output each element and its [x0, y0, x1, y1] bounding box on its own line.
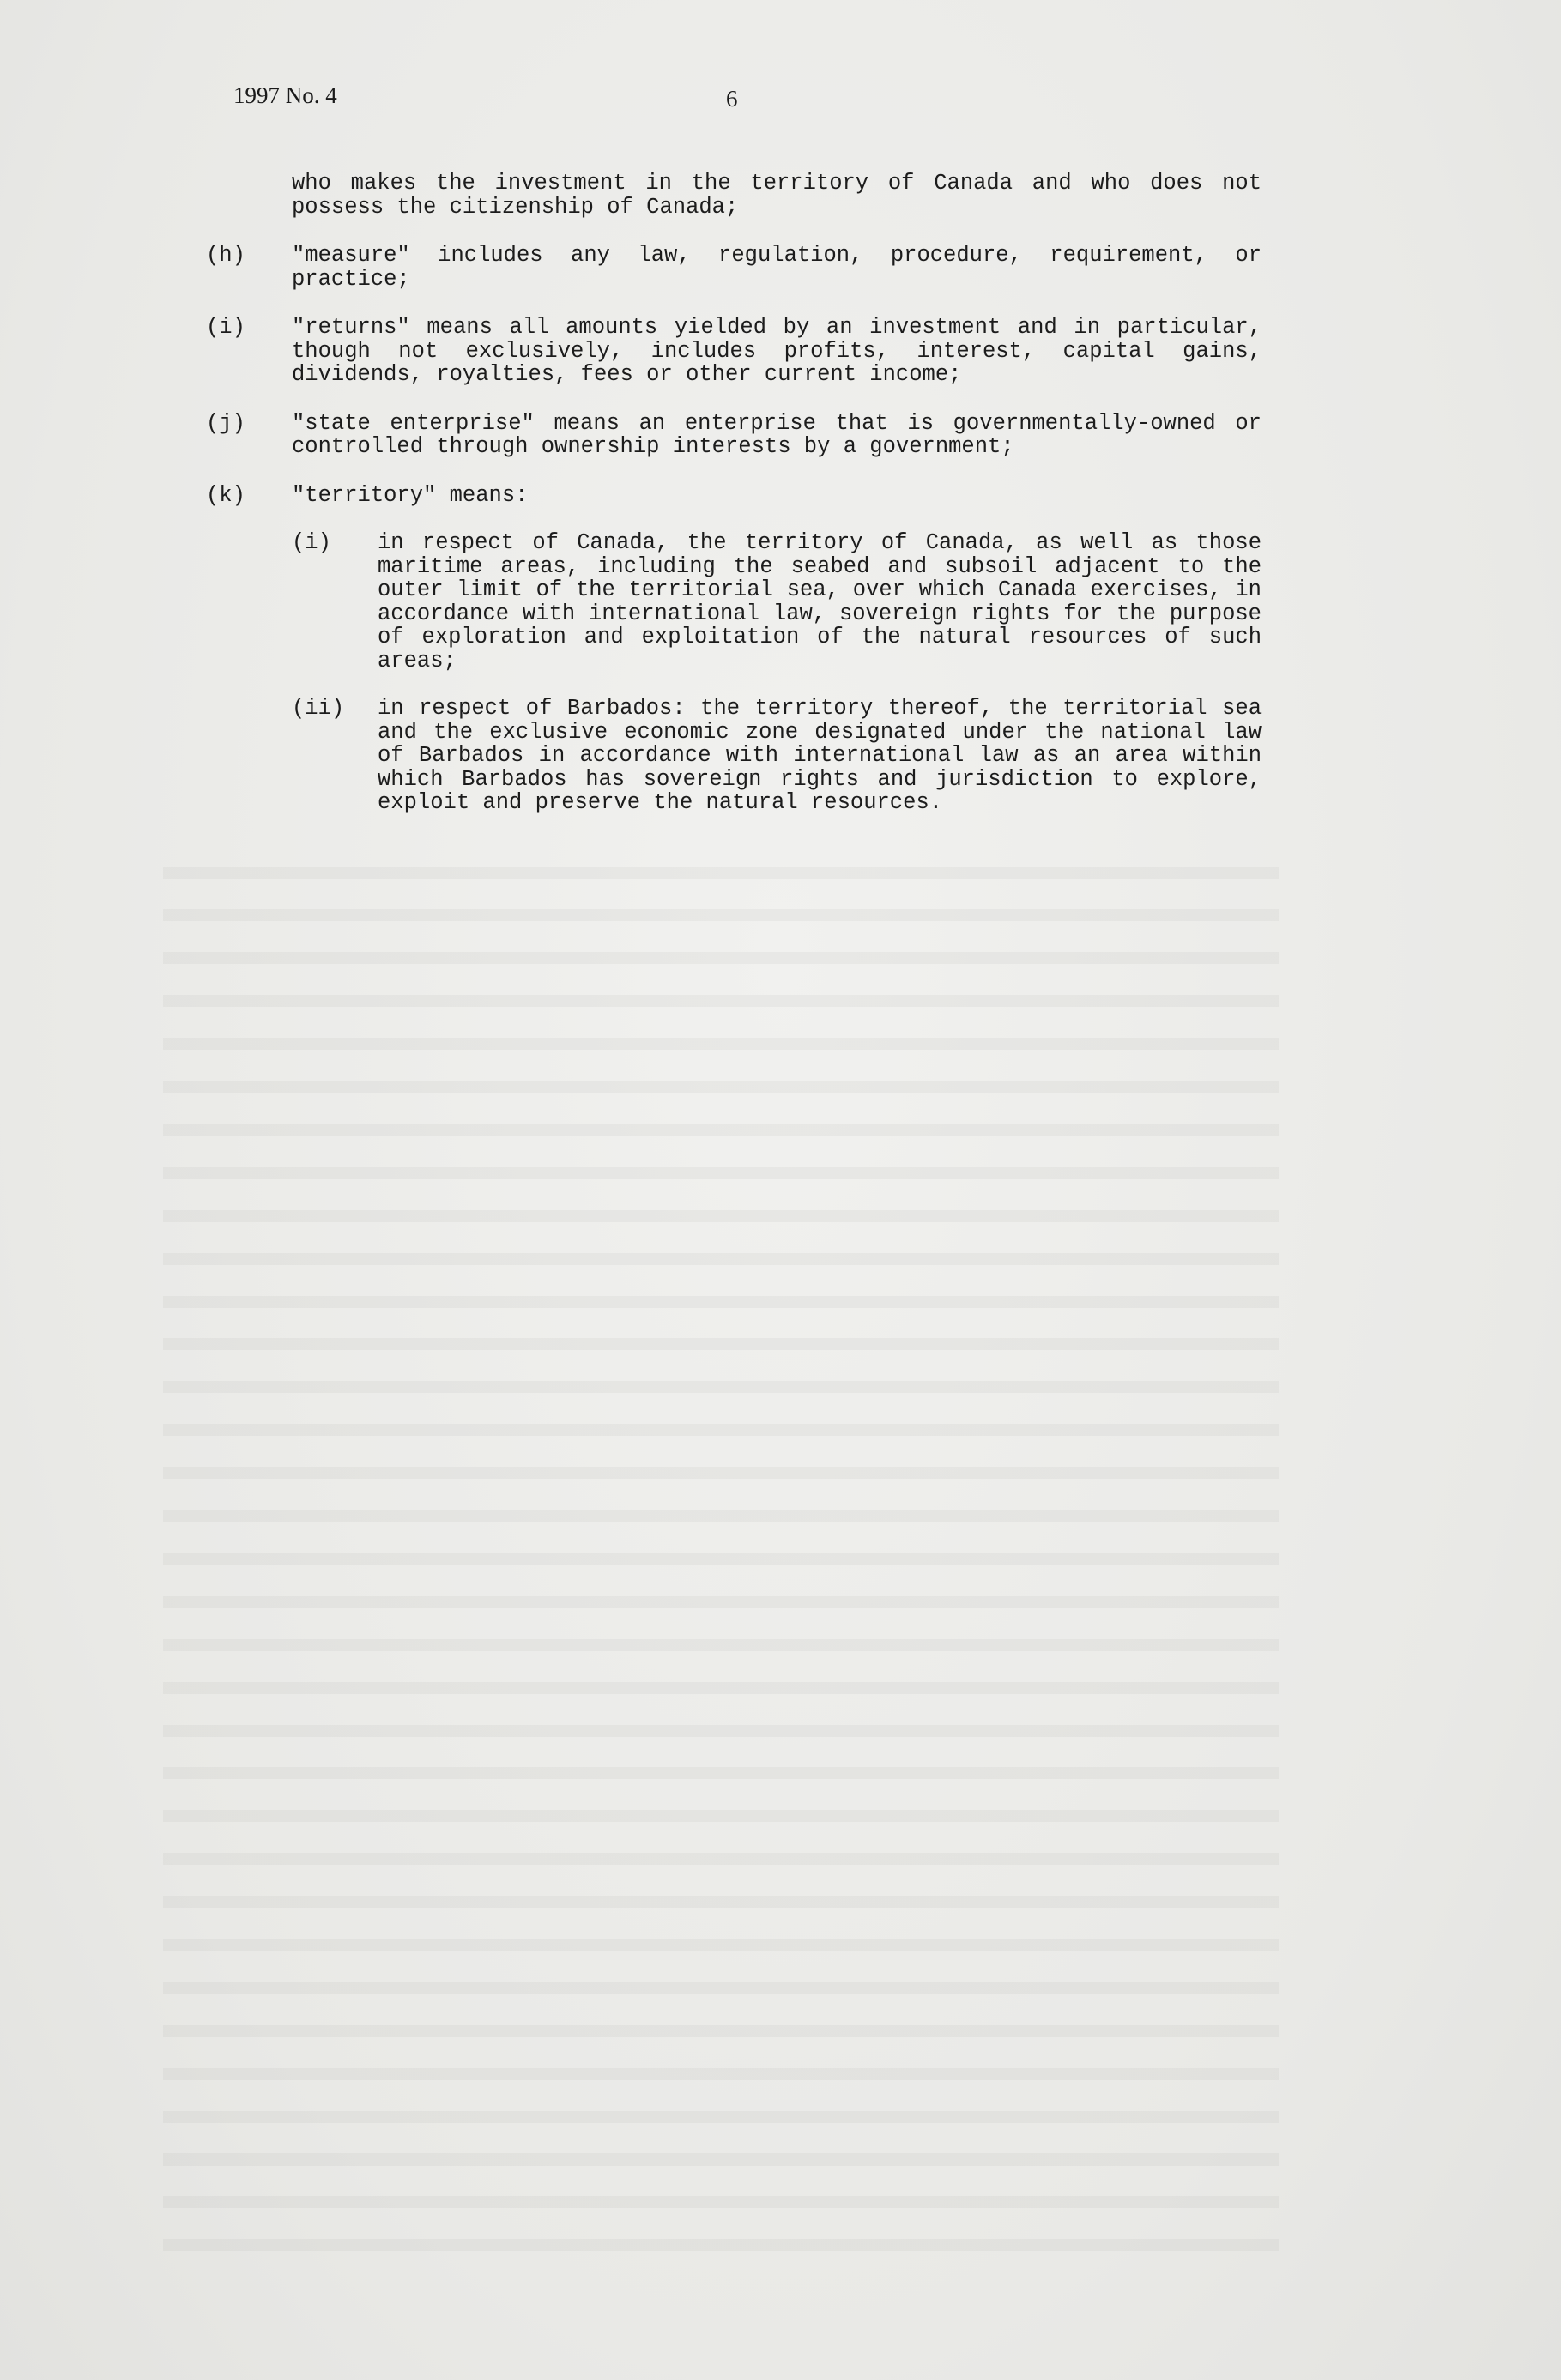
definition-k-sub-ii [206, 697, 1262, 815]
bleed-through-shadow [163, 841, 1279, 2256]
definition-k-label: (k) [206, 482, 245, 508]
definition-i-label: (i) [206, 315, 245, 340]
definition-continuation [206, 172, 1262, 219]
definition-k [206, 484, 1262, 508]
definition-h [206, 244, 1262, 291]
definition-k-sub-ii-text: in respect of Barbados: the territory thereof, the territorial sea and the exclusive economic zone designated under the national law of Barbados in accordance with international law as an area within which Barbados has sovereign rights and jurisdiction to explore, exploit and preserve the natural resources. [378, 696, 1262, 815]
definition-j [206, 412, 1262, 459]
definition-k-sub-i [206, 531, 1262, 673]
definition-j-text: "state enterprise" means an enterprise that is governmentally-owned or controlled through ownership interests by a government; [292, 410, 1262, 459]
definition-j-label: (j) [206, 410, 245, 436]
page-header [233, 82, 834, 125]
definition-i [206, 316, 1262, 387]
definition-k-sub-i-label: (i) [292, 530, 331, 555]
definition-k-sub-i-text: in respect of Canada, the territory of Canada, as well as those maritime areas, including the seabed and subsoil adjacent to the outer limit of the territorial sea, over which Canada exercises, in accordance with international law, sovereign rights for the purpose of exploration and exploitation of the natural resources of such areas; [378, 530, 1262, 674]
definition-i-text: "returns" means all amounts yielded by an investment and in particular, though not exclusively, includes profits, interest, capital gains, dividends, royalties, fees or other current income; [292, 315, 1262, 387]
publication-reference: 1997 No. 4 [233, 82, 337, 108]
page-number: 6 [726, 86, 738, 112]
definition-h-text: "measure" includes any law, regulation, procedure, requirement, or practice; [292, 243, 1262, 292]
definition-k-text: "territory" means: [292, 482, 529, 508]
definition-h-label: (h) [206, 243, 245, 268]
definition-k-sub-ii-label: (ii) [292, 696, 345, 721]
definitions-section [206, 172, 1262, 815]
definition-continuation-text: who makes the investment in the territory of Canada and who does not possess the citizenship of Canada; [292, 171, 1262, 220]
